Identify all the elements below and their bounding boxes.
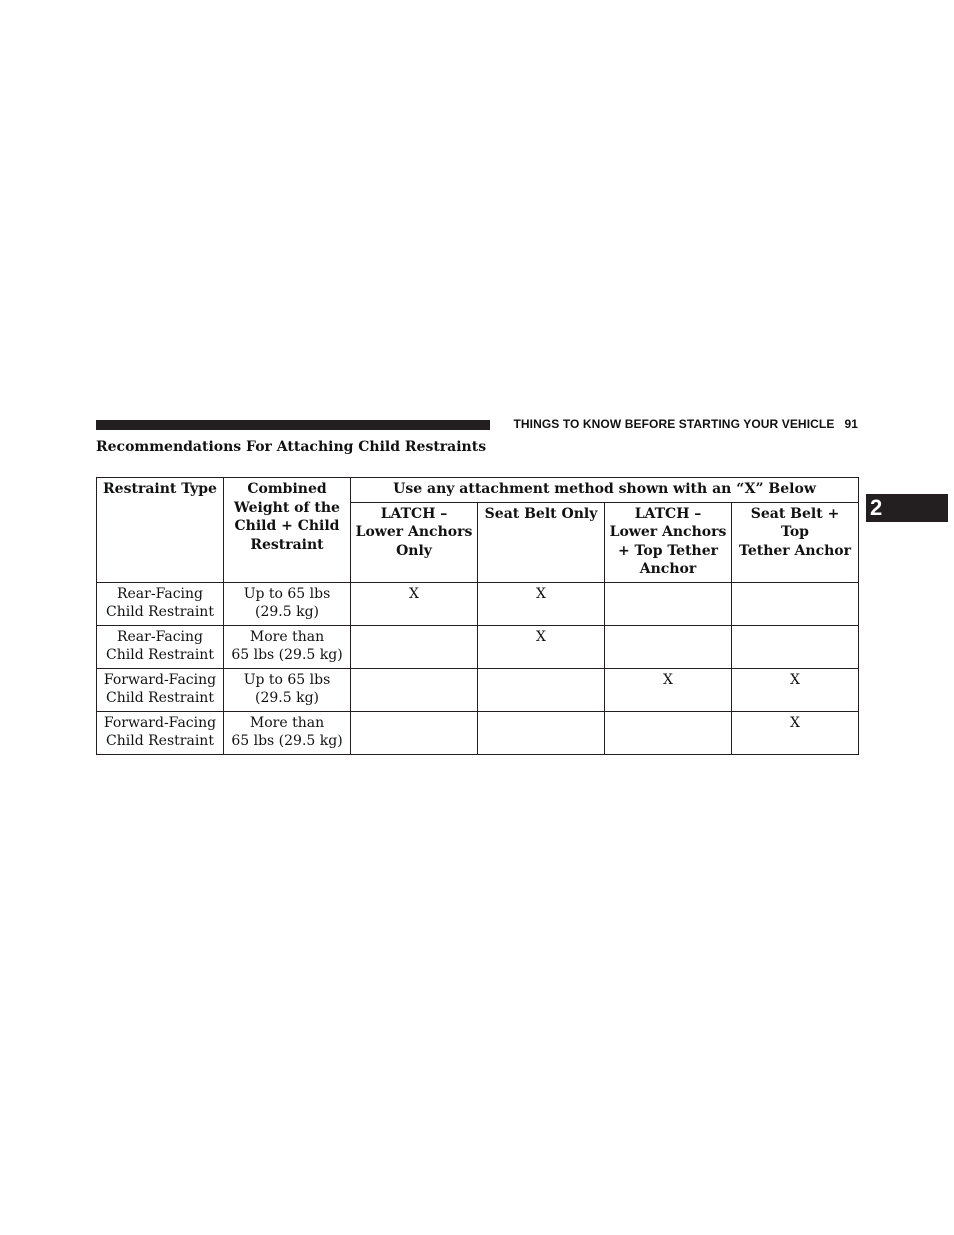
header-method-line: + Top Tether xyxy=(617,542,719,559)
cell-mark xyxy=(351,668,478,711)
cell-line: Forward-Facing xyxy=(103,714,217,731)
cell-mark xyxy=(351,625,478,668)
cell-line: (29.5 kg) xyxy=(255,690,319,706)
cell-mark: X xyxy=(605,668,732,711)
child-restraint-table xyxy=(96,477,859,755)
cell-line: Rear-Facing xyxy=(116,585,203,602)
header-latch-top-tether xyxy=(605,502,732,582)
header-latch-lower-anchors xyxy=(351,502,478,582)
table-row xyxy=(97,711,859,754)
header-method-line: Tether Anchor xyxy=(739,542,851,559)
cell-line: More than xyxy=(249,714,325,731)
cell-mark xyxy=(605,625,732,668)
cell-mark xyxy=(605,711,732,754)
header-weight-line: Weight of the xyxy=(234,499,340,516)
cell-weight xyxy=(224,668,351,711)
header-method-line: Seat Belt + Top xyxy=(750,505,840,540)
table-row xyxy=(97,668,859,711)
cell-line: Forward-Facing xyxy=(103,671,217,688)
cell-restraint-type xyxy=(97,582,224,625)
cell-line: (29.5 kg) xyxy=(255,604,319,620)
cell-mark xyxy=(478,668,605,711)
cell-mark: X xyxy=(732,668,859,711)
cell-weight xyxy=(224,582,351,625)
cell-line: 65 lbs (29.5 kg) xyxy=(231,733,343,749)
cell-restraint-type xyxy=(97,625,224,668)
cell-line: Rear-Facing xyxy=(116,628,203,645)
cell-weight xyxy=(224,625,351,668)
cell-line: Child Restraint xyxy=(106,604,214,620)
header-attachment-methods: Use any attachment method shown with an “X” Below xyxy=(351,478,859,503)
cell-restraint-type xyxy=(97,711,224,754)
header-method-line: LATCH – xyxy=(380,505,448,522)
cell-mark xyxy=(351,711,478,754)
cell-mark: X xyxy=(478,582,605,625)
cell-mark xyxy=(732,625,859,668)
header-method-line: LATCH – xyxy=(634,505,702,522)
header-combined-weight xyxy=(224,478,351,583)
cell-mark xyxy=(732,582,859,625)
header-weight-line: Restraint xyxy=(250,536,324,553)
header-seat-belt-top-tether xyxy=(732,502,859,582)
header-method-line: Lower Anchors xyxy=(355,524,473,540)
cell-line: Child Restraint xyxy=(106,647,214,663)
header-method-line: Anchor xyxy=(639,561,697,577)
header-section-title: THINGS TO KNOW BEFORE STARTING YOUR VEHICLE xyxy=(513,417,835,431)
cell-mark: X xyxy=(732,711,859,754)
header-weight-line: Child + Child xyxy=(234,518,340,534)
table-row xyxy=(97,625,859,668)
header-seat-belt-only xyxy=(478,502,605,582)
cell-mark xyxy=(605,582,732,625)
section-title: Recommendations For Attaching Child Restraints xyxy=(96,439,487,455)
cell-line: Up to 65 lbs xyxy=(243,585,331,602)
chapter-tab: 2 xyxy=(866,494,948,522)
cell-mark: X xyxy=(351,582,478,625)
cell-mark: X xyxy=(478,625,605,668)
header-method-line: Only xyxy=(396,542,432,559)
header-rule xyxy=(96,420,490,430)
cell-line: Child Restraint xyxy=(106,690,214,706)
header-method-line: Seat Belt Only xyxy=(484,505,598,522)
header-restraint-type: Restraint Type xyxy=(97,478,224,583)
page-number: 91 xyxy=(844,417,858,431)
cell-mark xyxy=(478,711,605,754)
cell-weight xyxy=(224,711,351,754)
cell-restraint-type xyxy=(97,668,224,711)
table-row xyxy=(97,582,859,625)
header-weight-line: Combined xyxy=(247,481,327,497)
cell-line: Up to 65 lbs xyxy=(243,671,331,688)
cell-line: 65 lbs (29.5 kg) xyxy=(231,647,343,663)
header-method-line: Lower Anchors xyxy=(609,524,727,540)
cell-line: More than xyxy=(249,628,325,645)
cell-line: Child Restraint xyxy=(106,733,214,749)
running-header xyxy=(499,417,858,431)
